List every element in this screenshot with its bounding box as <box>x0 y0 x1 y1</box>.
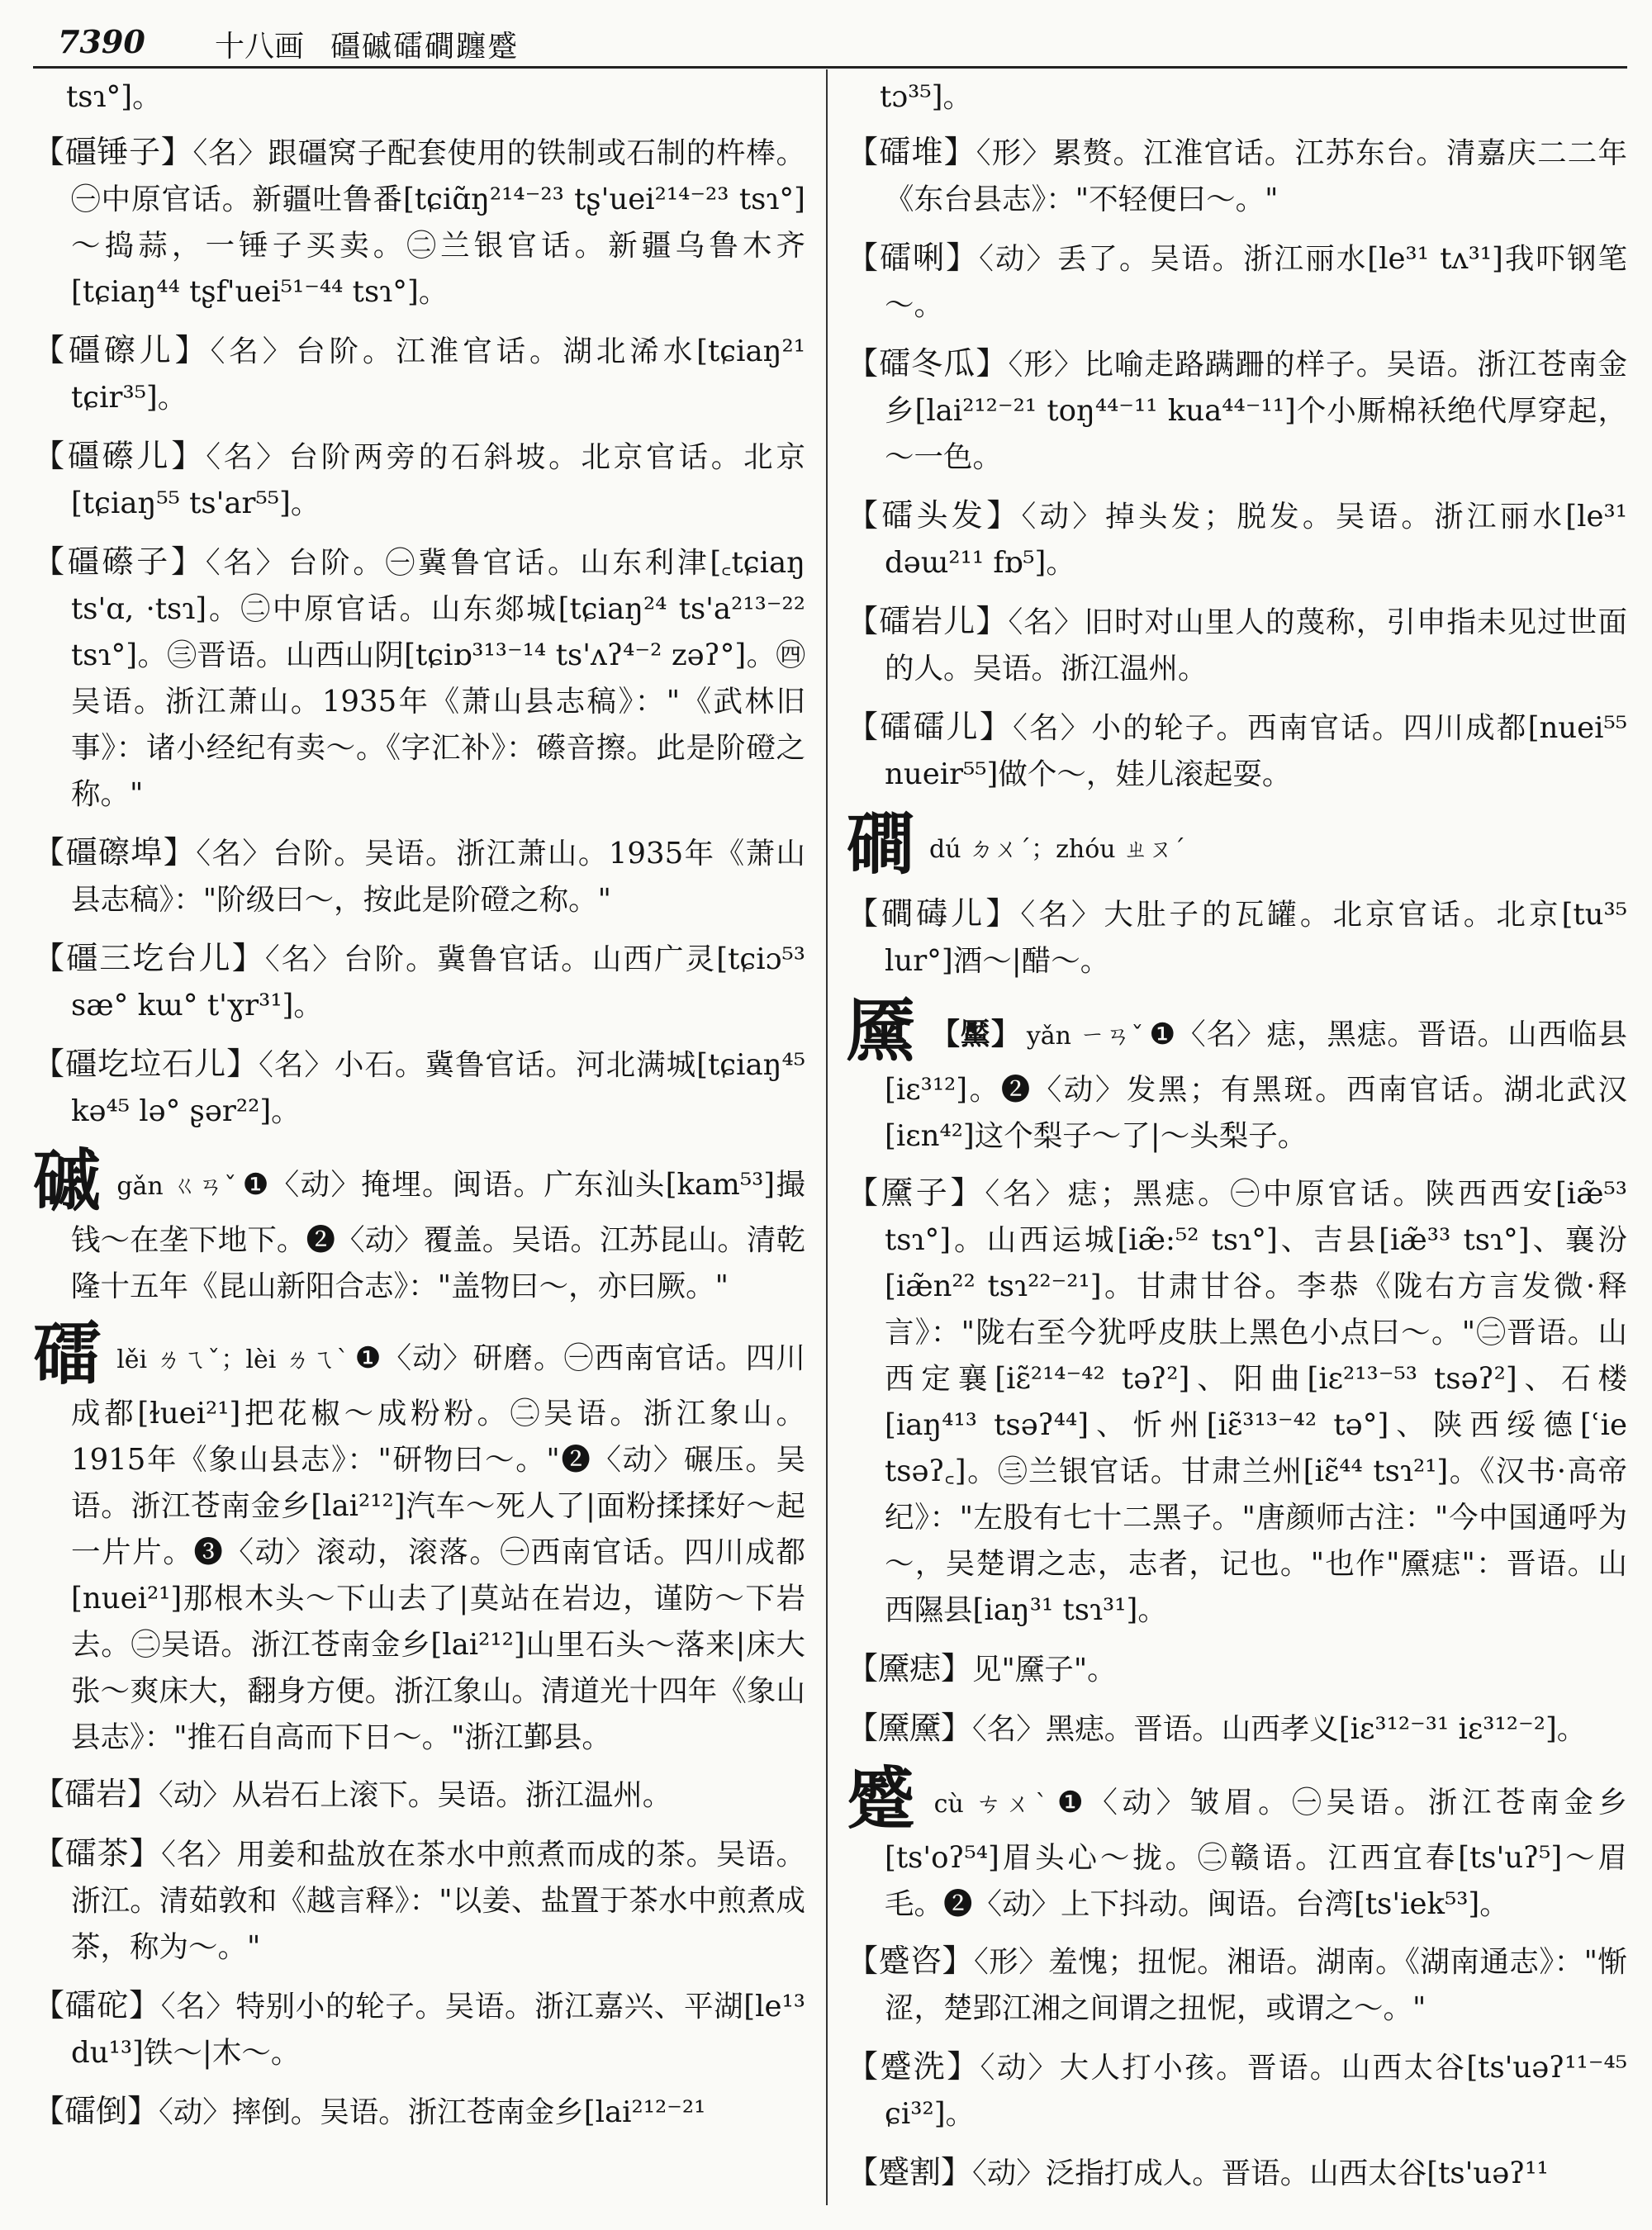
entry-headword: 【礌唎】 <box>847 240 980 276</box>
pronunciation: yǎn ㄧㄢˇ <box>1026 1022 1145 1051</box>
dictionary-entry <box>847 1705 1627 1753</box>
dictionary-entry <box>847 1645 1627 1693</box>
entry-headword: 【礓锤子】 <box>33 134 193 170</box>
entry-headword: 【蹙割】 <box>847 2154 973 2190</box>
entry-definition: 〈动〉从岩石上滚下。吴语。浙江温州。 <box>159 1778 672 1812</box>
entry-definition: 〈名〉跟礓窝子配套使用的铁制或石制的杵棒。㊀中原官话。新疆吐鲁番[tɕiɑ̃ŋ²¹⁴⁻²³ tʂ'uei²¹⁴⁻²³ tsɿ°]～捣蒜，一锤子买卖。㊁兰银官话。新疆乌鲁木齐[tɕiaŋ⁴⁴ tʂf'uei⁵¹⁻⁴⁴ tsɿ°]。 <box>71 136 805 309</box>
head-character: 礌 <box>33 1316 102 1394</box>
entry-headword: 【礌礌儿】 <box>847 709 1014 745</box>
traditional-form: 【黶】 <box>929 1018 1022 1051</box>
head-character-entry <box>847 1760 1627 1928</box>
head-character-entry <box>847 805 1627 884</box>
dictionary-entry <box>33 829 805 923</box>
head-character: 蹙 <box>847 1760 919 1839</box>
continued-text: tsɿ°]。 <box>66 80 162 114</box>
head-character-entry <box>33 1316 805 1761</box>
entry-definition: 〈名〉旧时对山里人的蔑称，引申指未见过世面的人。吴语。浙江温州。 <box>885 605 1627 686</box>
entry-definition: 〈名〉用姜和盐放在茶水中煎煮而成的茶。吴语。浙江。清茹敦和《越言释》："以姜、盐置于茶水中煎煮成茶，称为～。" <box>71 1838 805 1964</box>
dictionary-entry <box>847 340 1627 481</box>
entry-headword: 【礓礤儿】 <box>33 438 206 474</box>
entry-definition: 〈名〉大肚子的瓦罐。北京官话。北京[tu³⁵ lur°]酒～|醋～。 <box>885 898 1627 978</box>
definition: ❶〈动〉掩埋。闽语。广东汕头[kam⁵³]撮钱～在垄下地下。❷〈动〉覆盖。吴语。江苏昆山。清乾隆十五年《昆山新阳合志》："盖物曰～，亦曰厥。" <box>71 1168 805 1303</box>
entry-headword: 【黡黡】 <box>847 1710 973 1746</box>
dictionary-entry <box>847 492 1627 586</box>
header-rule <box>33 66 1627 69</box>
pronunciation: cù ㄘㄨˋ <box>933 1790 1052 1819</box>
dictionary-entry <box>847 235 1627 329</box>
entry-definition: 〈形〉累赘。江淮官话。江苏东台。清嘉庆二二年《东台县志》："不轻便曰～。" <box>885 136 1627 216</box>
entry-definition: 〈名〉小的轮子。西南官话。四川成都[nuei⁵⁵ nueir⁵⁵]做个～，娃儿滚起耍。 <box>885 711 1627 791</box>
entry-definition: 见"黡子"。 <box>972 1653 1117 1687</box>
definition: ❶〈名〉痣，黑痣。晋语。山西临县[iɛ³¹²]。❷〈动〉发黑；有黑斑。西南官话。湖北武汉[iɛn⁴²]这个梨子～了|～头梨子。 <box>885 1018 1627 1153</box>
entry-headword: 【黡痣】 <box>847 1650 973 1687</box>
dictionary-entry <box>33 1041 805 1135</box>
column-divider <box>826 69 828 2205</box>
dictionary-entry <box>847 598 1627 692</box>
entry-definition: 〈动〉大人打小孩。晋语。山西太谷[ts'uəʔ¹¹⁻⁴⁵ ɕi³²]。 <box>885 2051 1627 2131</box>
dictionary-entry <box>33 433 805 527</box>
entry-definition: 〈形〉羞愧；扭怩。湘语。湖南。《湖南通志》："惭涩，楚郢江湘之间谓之扭怩，或谓之～。" <box>885 1945 1627 2025</box>
definition: ❶〈动〉研磨。㊀西南官话。四川成都[ɫuei²¹]把花椒～成粉粉。㊁吴语。浙江象山。1915年《象山县志》："研物曰～。"❷〈动〉碾压。吴语。浙江苍南金乡[lai²¹²]汽车～死人了|面粉揉揉好～起一片片。❸〈动〉滚动，滚落。㊀西南官话。四川成都[nuei²¹]那根木头～下山去了|莫站在岩边，谨防～下岩去。㊁吴语。浙江苍南金乡[lai²¹²]山里石头～落来|床大张～爽床大，翻身方便。浙江象山。清道光十四年《象山县志》："推石自高而下日～。"浙江鄞县。 <box>71 1341 805 1754</box>
dictionary-entry <box>33 1771 805 1819</box>
entry-headword: 【黡子】 <box>847 1174 985 1211</box>
dictionary-entry <box>33 327 805 421</box>
entry-headword: 【礌冬瓜】 <box>847 345 1009 382</box>
page-header <box>58 18 1619 68</box>
right-column <box>847 74 1627 2209</box>
pronunciation: dú ㄉㄨˊ；zhóu ㄓㄡˊ <box>929 835 1186 864</box>
entry-definition: 〈动〉丢了。吴语。浙江丽水[le³¹ tʌ³¹]我吓钢笔～。 <box>885 242 1627 322</box>
header-characters: 礓磩礌磵躔蹙 <box>330 30 520 64</box>
entry-headword: 【礌头发】 <box>847 497 1022 534</box>
entry-definition: 〈动〉掉头发；脱发。吴语。浙江丽水[le³¹ dəɯ²¹¹ fɒ⁵]。 <box>885 500 1627 580</box>
entry-headword: 【礌砣】 <box>33 1987 161 2024</box>
dictionary-entry <box>33 2088 805 2136</box>
entry-headword: 【礓圪垃石儿】 <box>33 1046 259 1082</box>
entry-headword: 【磵碡儿】 <box>847 895 1021 932</box>
entry-headword: 【礌倒】 <box>33 2093 159 2129</box>
dictionary-entry <box>847 2043 1627 2137</box>
continued-text: tɔ³⁵]。 <box>880 80 972 114</box>
entry-definition: 〈名〉黑痣。晋语。山西孝义[iɛ³¹²⁻³¹ iɛ³¹²⁻²]。 <box>972 1712 1587 1746</box>
dictionary-entry <box>847 1938 1627 2032</box>
entry-headword: 【礌堆】 <box>847 134 976 170</box>
head-character-entry <box>847 992 1627 1160</box>
dictionary-entry <box>33 1982 805 2076</box>
head-character: 磵 <box>847 805 915 884</box>
entry-headword: 【礓三圪台儿】 <box>33 940 265 976</box>
entry-definition: 〈名〉台阶。江淮官话。湖北浠水[tɕiaŋ²¹ tɕir³⁵]。 <box>71 334 805 415</box>
dictionary-entry <box>33 129 805 316</box>
left-column <box>33 74 805 2147</box>
page-number: 7390 <box>58 23 145 60</box>
dictionary-entry <box>847 890 1627 985</box>
entry-headword: 【礓䃰埠】 <box>33 834 197 871</box>
entry-definition: 〈名〉特别小的轮子。吴语。浙江嘉兴、平湖[le¹³ du¹³]铁～|木～。 <box>71 1990 805 2070</box>
entry-headword: 【礓䃰儿】 <box>33 332 211 368</box>
entry-headword: 【礌茶】 <box>33 1835 162 1872</box>
head-character: 磩 <box>33 1142 102 1221</box>
stroke-count-label: 十八画 <box>215 30 305 64</box>
dictionary-entry <box>847 1170 1627 1634</box>
dictionary-entry <box>33 1830 805 1971</box>
entry-definition: 〈名〉痣；黑痣。㊀中原官话。陕西西安[iæ̃⁵³ tsɿ°]。山西运城[iæ̃:⁵² tsɿ°]、吉县[iæ̃³³ tsɿ°]、襄汾[iæ̃n²² tsɿ²²⁻²¹]。甘肃甘谷。李恭《陇右方言发微·释言》："陇右至今犹呼皮肤上黑色小点曰～。"㊁晋语。山西定襄[iɛ̃²¹⁴⁻⁴² təʔ²]、阳曲[iɛ²¹³⁻⁵³ tsəʔ²]、石楼[iaŋ⁴¹³ tsəʔ⁴⁴]、忻州[iɛ̃³¹³⁻⁴² tə°]、陕西绥德[ʿie tsəʔ꜀]。㊂兰银官话。甘肃兰州[iɛ̃⁴⁴ tsɿ²¹]。《汉书·高帝纪》："左股有七十二黑子。"唐颜师古注："今中国通呼为～，吴楚谓之志，志者，记也。"也作"黡痣"：晋语。山西隰县[iaŋ³¹ tsɿ³¹]。 <box>885 1177 1627 1627</box>
definition: ❶〈动〉皱眉。㊀吴语。浙江苍南金乡[ts'oʔ⁵⁴]眉头心～拢。㊁赣语。江西宜春[ts'uʔ⁵]～眉毛。❷〈动〉上下抖动。闽语。台湾[ts'iek⁵³]。 <box>885 1786 1627 1921</box>
entry-definition: 〈名〉台阶。冀鲁官话。山西广灵[tɕiɔ⁵³ sæ° kɯ° t'ɣr³¹]。 <box>71 942 805 1022</box>
entry-definition: 〈名〉台阶。㊀冀鲁官话。山东利津[꜀tɕiaŋ ts'ɑ, ·tsɿ]。㊁中原官话。山东郯城[tɕiaŋ²⁴ ts'a²¹³⁻²² tsɿ°]。㊂晋语。山西山阴[tɕiɒ³¹³⁻¹⁴ ts'ʌʔ⁴⁻² zəʔ°]。㊃吴语。浙江萧山。1935年《萧山县志稿》："《武林旧事》：诸小经纪有卖～。《字汇补》：礤音擦。此是阶磴之称。" <box>71 546 805 811</box>
entry-definition: 〈名〉小石。冀鲁官话。河北满城[tɕiaŋ⁴⁵ kə⁴⁵ lə° ʂər²²]。 <box>71 1048 805 1128</box>
pronunciation: gǎn ㄍㄢˇ <box>116 1172 238 1201</box>
head-character: 黡 <box>847 992 915 1070</box>
entry-headword: 【蹙咨】 <box>847 1943 974 1979</box>
head-character-entry <box>33 1142 805 1310</box>
entry-definition: 〈形〉比喻走路蹒跚的样子。吴语。浙江苍南金乡[lai²¹²⁻²¹ toŋ⁴⁴⁻¹¹ kua⁴⁴⁻¹¹]个小厮棉袄绝代厚穿起，～一色。 <box>885 348 1627 474</box>
entry-headword: 【蹙洗】 <box>847 2048 980 2085</box>
dictionary-entry <box>33 539 805 818</box>
entry-headword: 【礓礤子】 <box>33 543 206 580</box>
entry-definition: 〈名〉台阶。吴语。浙江萧山。1935年《萧山县志稿》："阶级曰～，按此是阶磴之称。" <box>71 837 805 917</box>
dictionary-entry <box>847 129 1627 223</box>
entry-definition: 〈动〉泛指打成人。晋语。山西太谷[ts'uəʔ¹¹ <box>972 2156 1549 2190</box>
dictionary-entry <box>847 704 1627 798</box>
entry-headword: 【礌岩】 <box>33 1776 159 1812</box>
entry-definition: 〈名〉台阶两旁的石斜坡。北京官话。北京[tɕiaŋ⁵⁵ ts'ar⁵⁵]。 <box>71 440 805 520</box>
pronunciation: lěi ㄌㄟˇ；lèi ㄌㄟˋ <box>116 1345 350 1374</box>
dictionary-entry <box>847 2149 1627 2197</box>
entry-headword: 【礌岩儿】 <box>847 603 1009 639</box>
dictionary-entry <box>33 935 805 1029</box>
entry-definition: 〈动〉摔倒。吴语。浙江苍南金乡[lai²¹²⁻²¹ <box>159 2095 706 2129</box>
